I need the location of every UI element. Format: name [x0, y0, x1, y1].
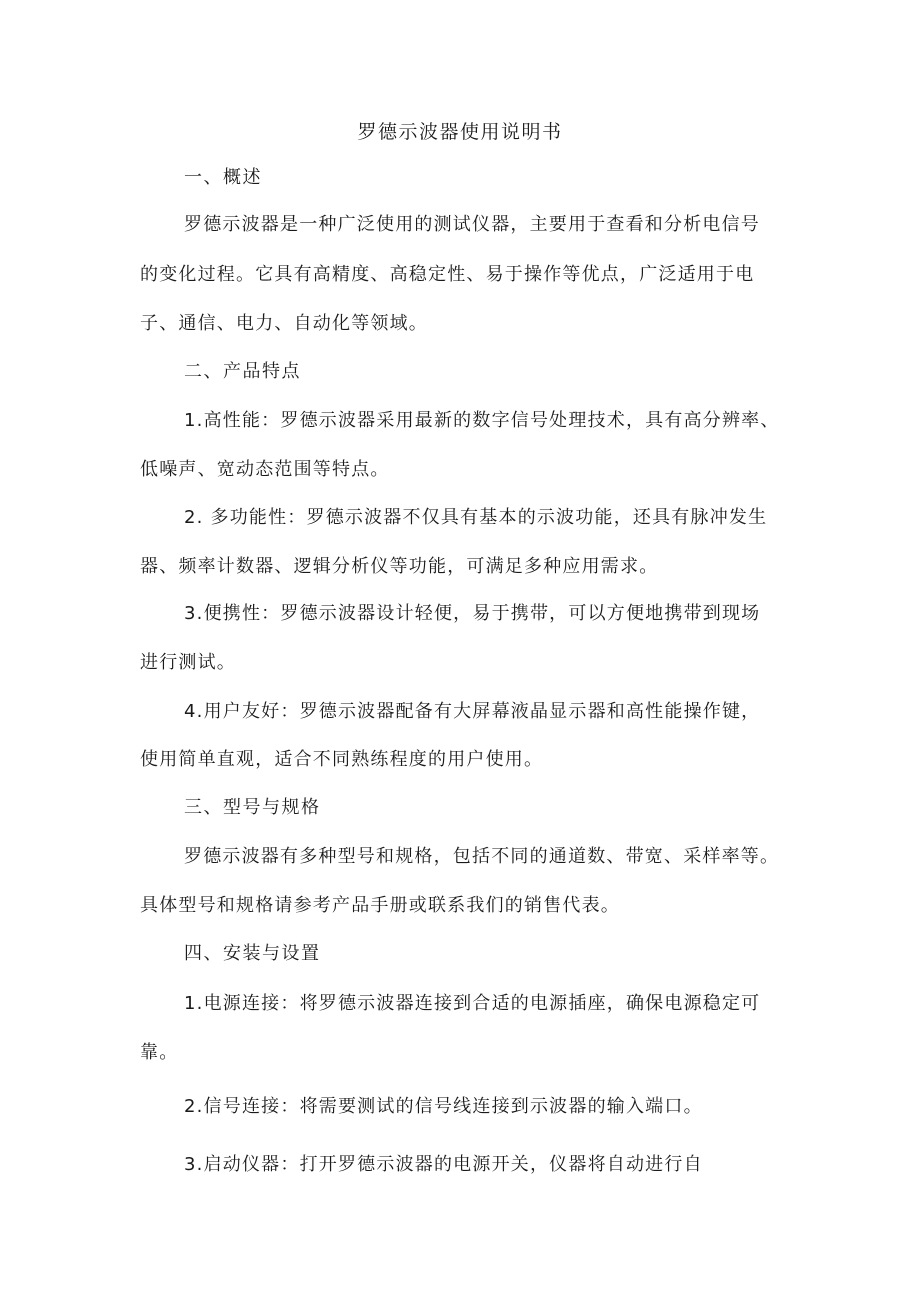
paragraph-line: 具体型号和规格请参考产品手册或联系我们的销售代表。	[140, 895, 620, 916]
page-title: 罗德示波器使用说明书	[357, 121, 563, 143]
section-heading-overview: 一、概述	[184, 167, 262, 188]
paragraph-line: 3.启动仪器：打开罗德示波器的电源开关，仪器将自动进行自	[184, 1154, 703, 1175]
paragraph-line: 进行测试。	[140, 652, 236, 673]
paragraph-line: 1.高性能：罗德示波器采用最新的数字信号处理技术，具有高分辨率、	[184, 410, 780, 431]
paragraph-line: 4.用户友好：罗德示波器配备有大屏幕液晶显示器和高性能操作键，	[184, 701, 761, 722]
paragraph-line: 2.信号连接：将需要测试的信号线连接到示波器的输入端口。	[184, 1096, 703, 1117]
paragraph-line: 器、频率计数器、逻辑分析仪等功能，可满足多种应用需求。	[140, 556, 659, 577]
section-heading-features: 二、产品特点	[184, 361, 301, 382]
paragraph-line: 靠。	[140, 1042, 179, 1063]
section-heading-installation: 四、安装与设置	[184, 943, 321, 964]
paragraph-line: 1.电源连接：将罗德示波器连接到合适的电源插座，确保电源稳定可	[184, 993, 761, 1014]
paragraph-line: 罗德示波器是一种广泛使用的测试仪器，主要用于查看和分析电信号	[184, 214, 760, 235]
paragraph-line: 的变化过程。它具有高精度、高稳定性、易于操作等优点，广泛适用于电	[140, 264, 755, 285]
paragraph-line: 3.便携性：罗德示波器设计轻便，易于携带，可以方便地携带到现场	[184, 603, 761, 624]
paragraph-line: 低噪声、宽动态范围等特点。	[140, 459, 390, 480]
paragraph-line: 使用简单直观，适合不同熟练程度的用户使用。	[140, 749, 544, 770]
paragraph-line: 罗德示波器有多种型号和规格，包括不同的通道数、带宽、采样率等。	[184, 846, 780, 867]
section-heading-models: 三、型号与规格	[184, 797, 321, 818]
paragraph-line: 子、通信、电力、自动化等领域。	[140, 313, 428, 334]
paragraph-line: 2. 多功能性：罗德示波器不仅具有基本的示波功能，还具有脉冲发生	[184, 507, 768, 528]
